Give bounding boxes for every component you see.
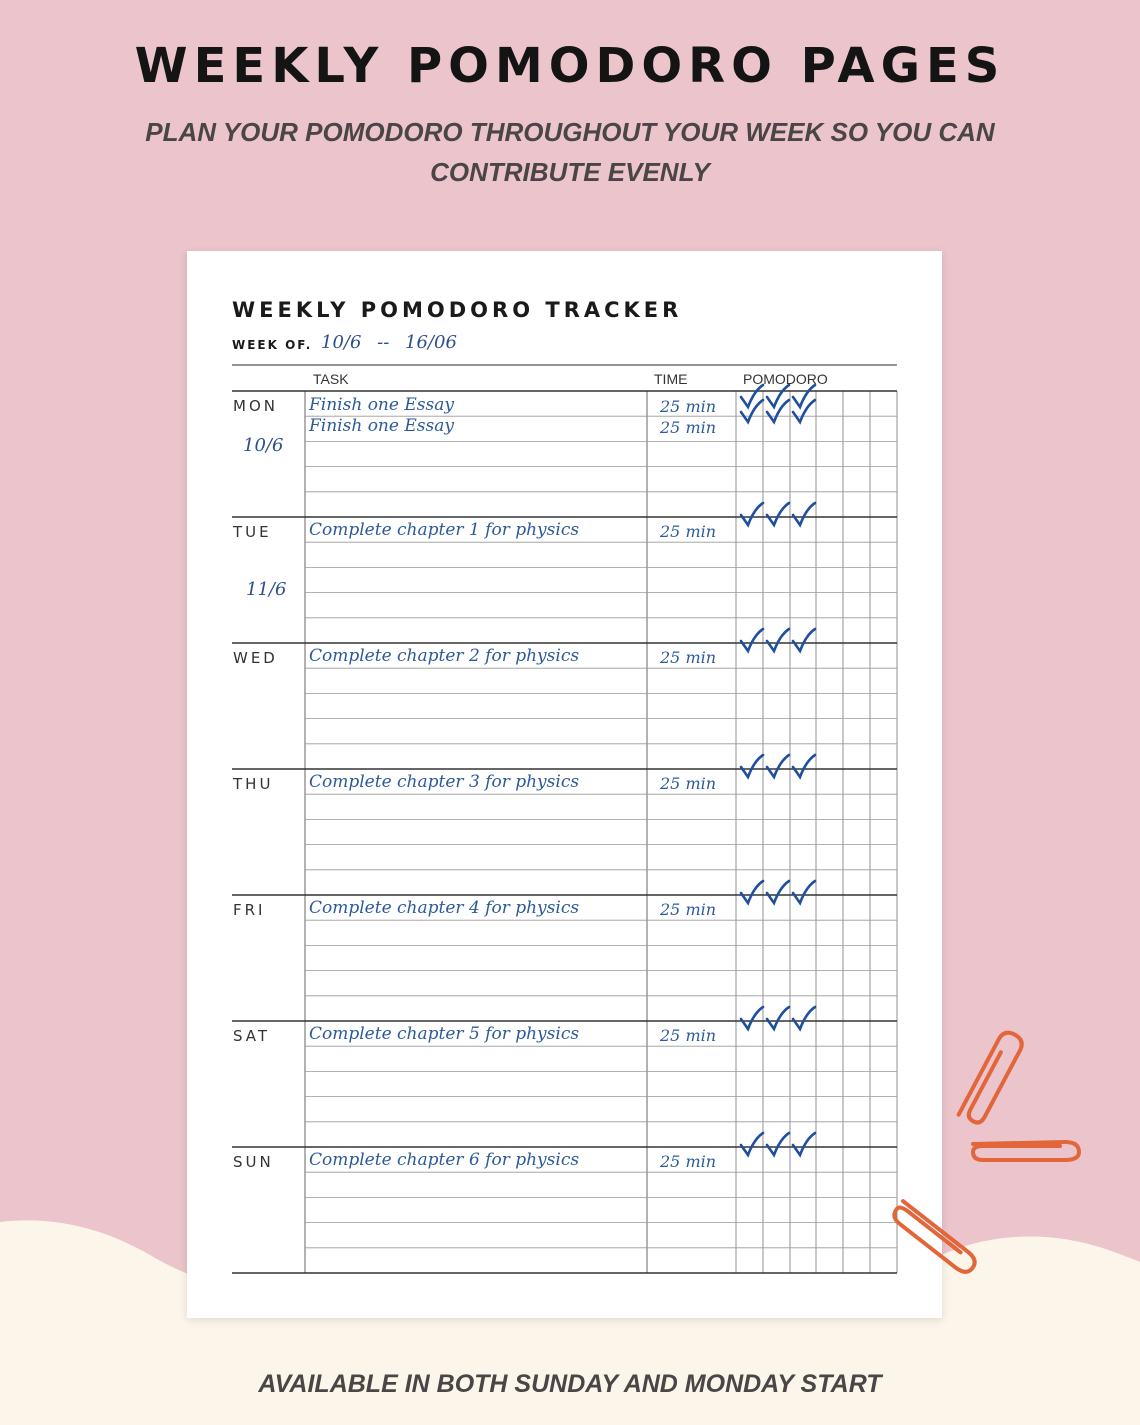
day-date: 11/6 [246, 579, 287, 600]
checkmark-icon [767, 755, 789, 777]
sheet-title: WEEKLY POMODORO TRACKER [232, 298, 683, 322]
task-entry: Complete chapter 6 for physics [309, 1150, 580, 1170]
paperclip-icon [885, 1185, 995, 1275]
day-name: WED [233, 649, 278, 667]
checkmark-icon [767, 1007, 789, 1029]
task-entry: Complete chapter 5 for physics [309, 1024, 580, 1044]
paperclip-icon [965, 1122, 1090, 1162]
checkmark-icon [793, 755, 815, 777]
day-name: THU [233, 775, 274, 793]
planner-sheet [187, 251, 942, 1318]
page-subline: PLAN YOUR POMODORO THROUGHOUT YOUR WEEK SO YOU CAN CONTRIBUTE EVENLY [145, 117, 995, 187]
day-name: TUE [233, 523, 272, 541]
time-entry: 25 min [660, 522, 717, 541]
time-entry: 25 min [660, 418, 717, 437]
checkmark-icon [767, 629, 789, 651]
time-entry: 25 min [660, 774, 717, 793]
pomodoro-checks [737, 879, 817, 909]
column-header-task: TASK [313, 371, 349, 387]
checkmark-icon [793, 400, 815, 422]
checkmark-icon [741, 1133, 763, 1155]
paperclip-icon [950, 1020, 1030, 1135]
checkmark-icon [767, 881, 789, 903]
time-entry: 25 min [660, 397, 717, 416]
day-name: MON [233, 397, 278, 415]
checkmark-icon [741, 755, 763, 777]
column-header-time: TIME [654, 371, 688, 387]
time-entry: 25 min [660, 900, 717, 919]
column-header-pomodoro: POMODORO [743, 371, 828, 387]
checkmark-icon [741, 503, 763, 525]
pomodoro-checks [737, 1005, 817, 1035]
day-name: SAT [233, 1027, 271, 1045]
page-headline: WEEKLY POMODORO PAGES [134, 38, 1006, 94]
pomodoro-checks [737, 501, 817, 531]
task-entry: Finish one Essay [309, 416, 454, 436]
checkmark-icon [767, 400, 789, 422]
checkmark-icon [793, 1007, 815, 1029]
week-of-label: WEEK OF. [232, 338, 313, 352]
checkmark-icon [793, 503, 815, 525]
checkmark-icon [793, 629, 815, 651]
checkmark-icon [767, 503, 789, 525]
time-entry: 25 min [660, 648, 717, 667]
pomodoro-checks [737, 398, 817, 428]
checkmark-icon [741, 400, 763, 422]
time-entry: 25 min [660, 1152, 717, 1171]
task-entry: Complete chapter 4 for physics [309, 898, 580, 918]
checkmark-icon [793, 881, 815, 903]
checkmark-icon [767, 1133, 789, 1155]
day-date: 10/6 [243, 435, 284, 456]
task-entry: Complete chapter 3 for physics [309, 772, 580, 792]
day-name: SUN [233, 1153, 274, 1171]
page-footer: AVAILABLE IN BOTH SUNDAY AND MONDAY START [258, 1370, 882, 1398]
task-entry: Complete chapter 1 for physics [309, 520, 580, 540]
pomodoro-checks [737, 753, 817, 783]
day-name: FRI [233, 901, 266, 919]
task-entry: Complete chapter 2 for physics [309, 646, 580, 666]
time-entry: 25 min [660, 1026, 717, 1045]
pomodoro-checks [737, 1131, 817, 1161]
week-of-value: 10/6 -- 16/06 [321, 332, 457, 353]
checkmark-icon [741, 629, 763, 651]
pomodoro-checks [737, 627, 817, 657]
checkmark-icon [793, 1133, 815, 1155]
task-entry: Finish one Essay [309, 395, 454, 415]
checkmark-icon [741, 881, 763, 903]
checkmark-icon [741, 1007, 763, 1029]
